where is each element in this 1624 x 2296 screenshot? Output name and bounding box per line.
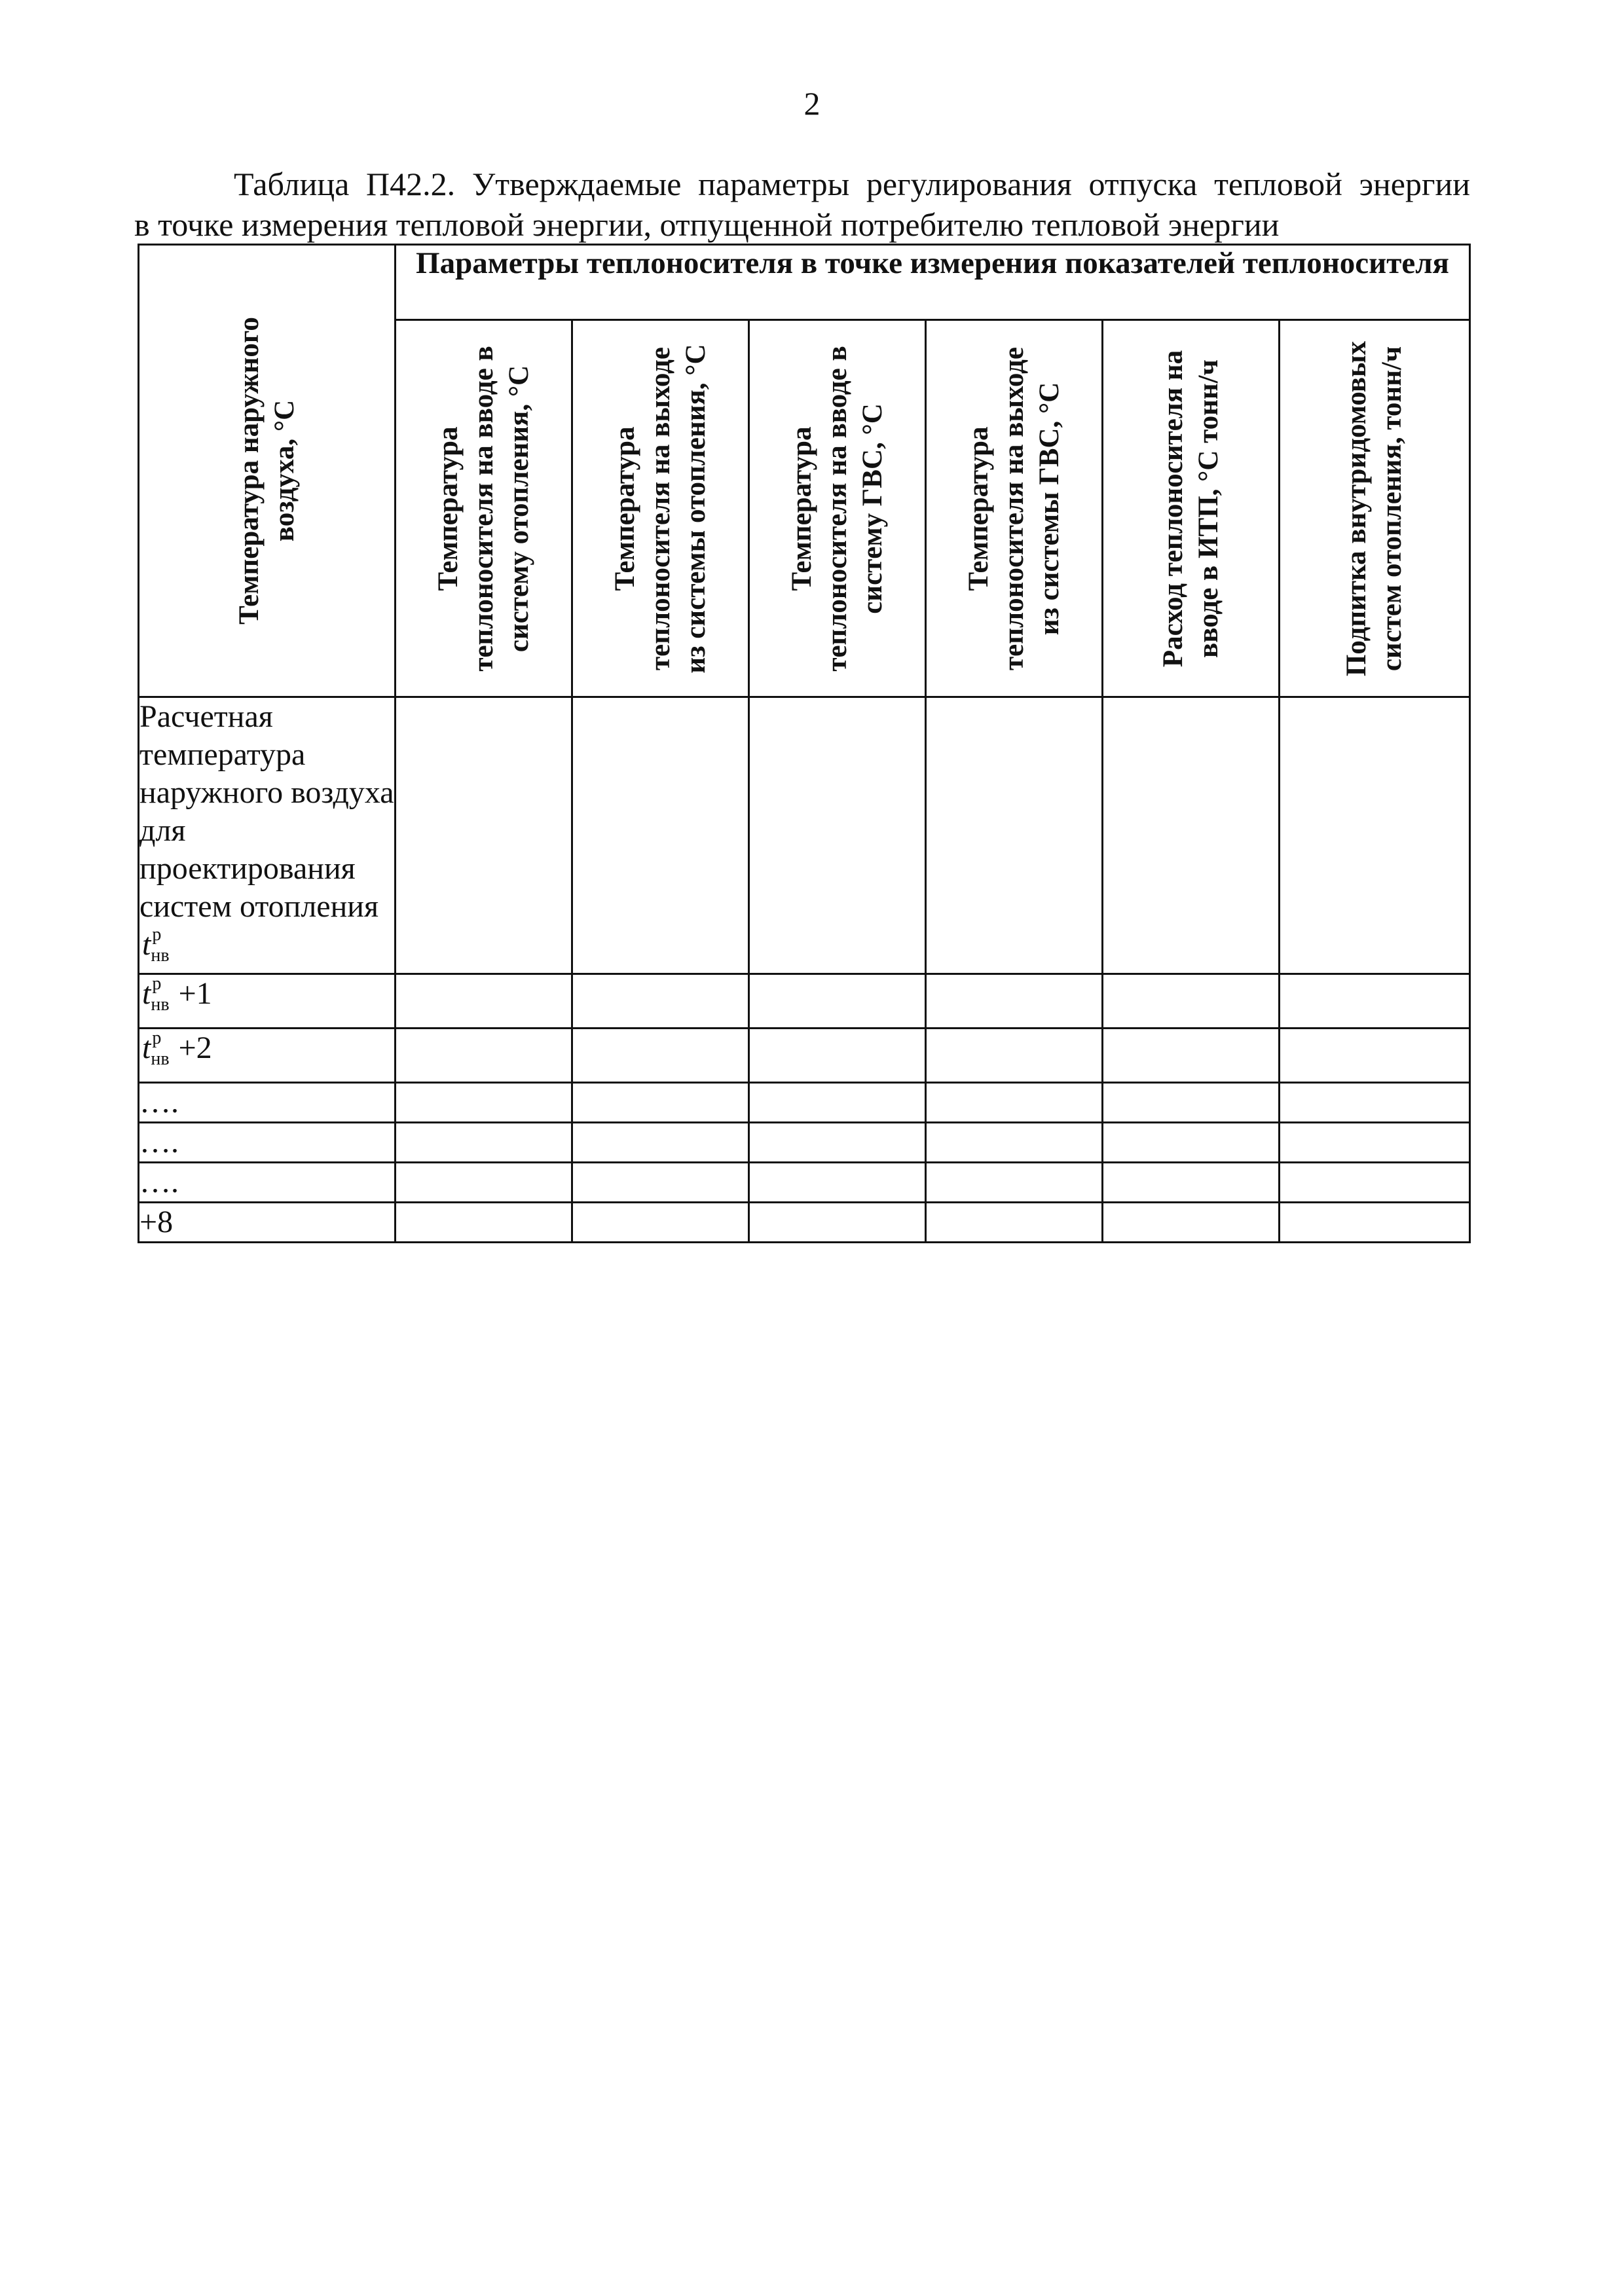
parameters-table [138, 244, 1471, 1243]
caption-line-2: в точке измерения тепловой энергии, отпущенной потребителю тепловой энергии [134, 206, 1280, 243]
table-row [139, 974, 1470, 1029]
table-cell[interactable] [1280, 1029, 1470, 1083]
column-header-itp-flow [1103, 320, 1280, 697]
table-cell[interactable] [1280, 1163, 1470, 1203]
table-cell[interactable] [572, 1163, 749, 1203]
column-header-text: Температура теплоносителя на вводе в систему ГВС, °С [786, 345, 888, 672]
table-cell[interactable] [572, 697, 749, 974]
table-cell[interactable] [1280, 1083, 1470, 1123]
table-cell[interactable] [926, 1083, 1103, 1123]
table-cell[interactable] [572, 1083, 749, 1123]
table-cell[interactable] [749, 1029, 926, 1083]
table-cell[interactable] [1103, 697, 1280, 974]
row-label [139, 1029, 396, 1083]
table-row [139, 697, 1470, 974]
table-cell[interactable] [396, 697, 572, 974]
table-row [139, 1123, 1470, 1163]
caption-line-1: Таблица П42.2. Утверждаемые параметры регулирования отпуска тепловой энергии [234, 166, 1470, 202]
column-header-makeup [1280, 320, 1470, 697]
table-cell[interactable] [1280, 974, 1470, 1029]
table-cell[interactable] [926, 1203, 1103, 1243]
column-header-text: Подпитка внутридомовых систем отопления, тонн/ч [1341, 340, 1408, 676]
table-cell[interactable] [749, 1083, 926, 1123]
table-cell[interactable] [572, 974, 749, 1029]
table-row [139, 1203, 1470, 1243]
table-caption [134, 164, 1470, 245]
table-cell[interactable] [396, 1163, 572, 1203]
table-cell[interactable] [572, 1203, 749, 1243]
table-cell[interactable] [396, 1029, 572, 1083]
table-cell[interactable] [396, 1083, 572, 1123]
table-cell[interactable] [926, 1029, 1103, 1083]
table-cell[interactable] [1280, 697, 1470, 974]
row-label: +8 [139, 1203, 396, 1243]
table-cell[interactable] [396, 1123, 572, 1163]
t-symbol: $t^р_{нв}$ [142, 974, 170, 1015]
table-cell[interactable] [749, 1163, 926, 1203]
table-cell[interactable] [1103, 1029, 1280, 1083]
column-header-hws-outlet [926, 320, 1103, 697]
column-header-text: Температура теплоносителя на вводе в систему отопления, °С [432, 345, 534, 672]
table-cell[interactable] [1103, 1163, 1280, 1203]
table-cell[interactable] [396, 974, 572, 1029]
row-label: …. [139, 1163, 396, 1203]
column-header-heating-inlet [396, 320, 572, 697]
row-label: …. [139, 1083, 396, 1123]
table-cell[interactable] [572, 1029, 749, 1083]
table-cell[interactable] [926, 1123, 1103, 1163]
column-header-heating-outlet [572, 320, 749, 697]
t-symbol: $t^р_{нв}$ [142, 1028, 170, 1069]
row-label-text: Расчетная температура наружного воздуха для проектирования систем отопления [139, 699, 394, 924]
group-header: Параметры теплоносителя в точке измерения показателей теплоносителя [396, 245, 1470, 320]
table-cell[interactable] [749, 974, 926, 1029]
table-row [139, 1029, 1470, 1083]
table-cell[interactable] [749, 1123, 926, 1163]
corner-header-text: Температура наружного воздуха, °С [233, 317, 300, 625]
column-header-hws-inlet [749, 320, 926, 697]
table-cell[interactable] [1103, 1123, 1280, 1163]
table-cell[interactable] [1280, 1203, 1470, 1243]
table-cell[interactable] [749, 1203, 926, 1243]
row-label [139, 974, 396, 1029]
table-cell[interactable] [926, 974, 1103, 1029]
table-cell[interactable] [749, 697, 926, 974]
table-cell[interactable] [1280, 1123, 1470, 1163]
row-label-suffix: +2 [178, 1030, 212, 1065]
table-cell[interactable] [396, 1203, 572, 1243]
t-symbol: $t^р_{нв}$ [142, 924, 170, 966]
table-cell[interactable] [1103, 974, 1280, 1029]
table-cell[interactable] [926, 697, 1103, 974]
column-header-text: Температура теплоносителя на выходе из системы отопления, °С [609, 343, 711, 674]
row-label-suffix: +1 [178, 976, 212, 1011]
table-row [139, 1083, 1470, 1123]
column-header-text: Температура теплоносителя на выходе из системы ГВС, °С [963, 346, 1065, 670]
table-row [139, 1163, 1470, 1203]
table-cell[interactable] [1103, 1203, 1280, 1243]
row-label: …. [139, 1123, 396, 1163]
column-header-text: Расход теплоносителя на вводе в ИТП, °С тонн/ч [1157, 350, 1224, 667]
table-cell[interactable] [1103, 1083, 1280, 1123]
corner-header-cell [139, 245, 396, 697]
table-cell[interactable] [572, 1123, 749, 1163]
page-number: 2 [803, 85, 821, 122]
row-label [139, 697, 396, 974]
table-cell[interactable] [926, 1163, 1103, 1203]
header-row-1 [139, 245, 1470, 320]
